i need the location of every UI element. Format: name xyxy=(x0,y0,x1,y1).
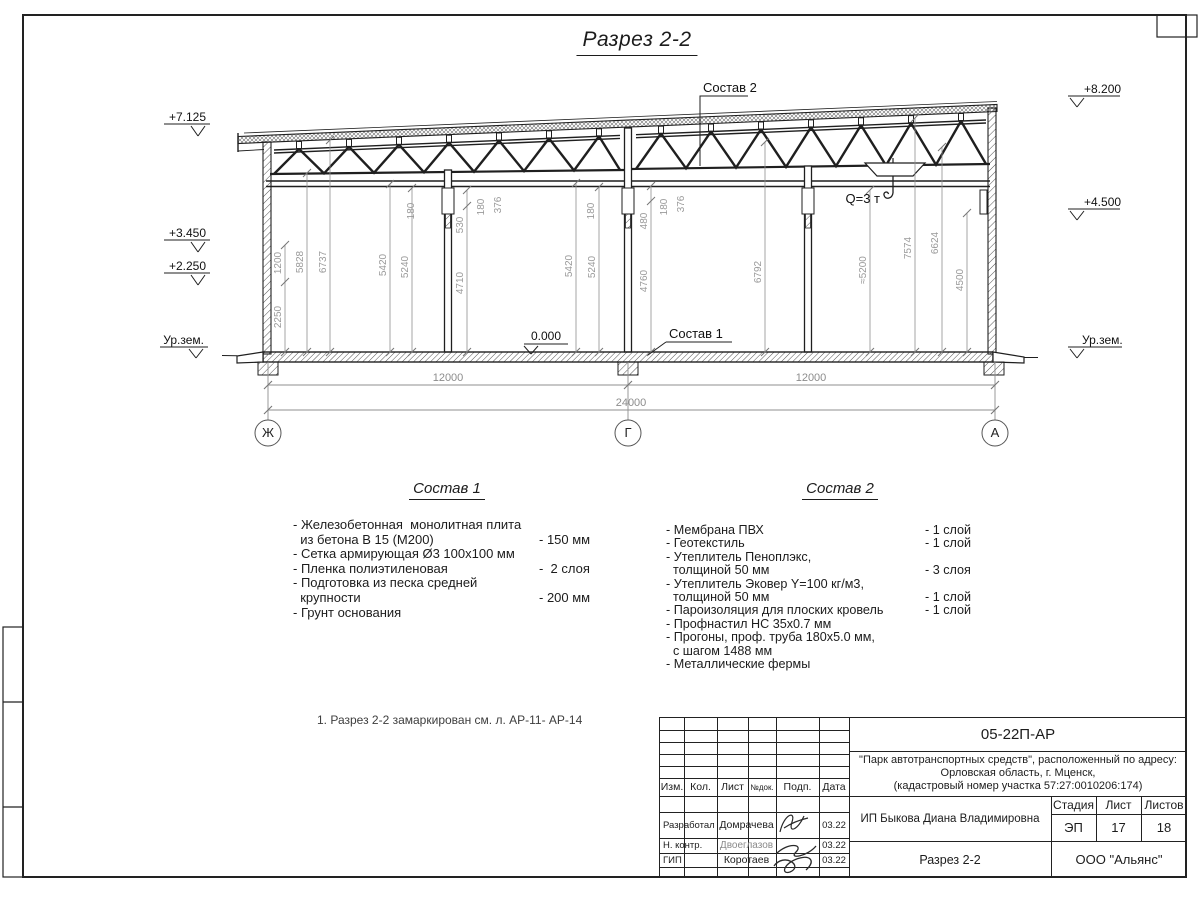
tb-sheets-header: Листов xyxy=(1144,798,1184,812)
dim-v: 5240 xyxy=(400,255,411,279)
callout-comp2: Состав 2 xyxy=(703,80,757,95)
tb-role-gip: ГИП xyxy=(663,854,682,866)
tb-name-gip: Коротаев xyxy=(723,854,770,866)
elev-left-ground: Ур.зем. xyxy=(163,333,204,347)
dim-v: 5420 xyxy=(564,254,575,278)
list-item xyxy=(666,645,1014,658)
item-text: толщиной 50 мм xyxy=(666,590,770,605)
item-value: - 1 слой xyxy=(925,536,972,551)
tb-project-line3: (кадастровый номер участка 57:27:0010206:174) xyxy=(893,780,1143,792)
elev-right-mid: +4.500 xyxy=(1084,195,1122,209)
dim-bay1-span: 12000 xyxy=(432,372,464,384)
item-text: - Пленка полиэтиленовая xyxy=(293,560,448,576)
tb-sheets-value: 18 xyxy=(1156,820,1172,835)
tb-col-podp: Подп. xyxy=(783,781,812,793)
floor-slab xyxy=(222,352,1038,375)
list-item xyxy=(293,591,601,606)
tb-col-kol: Кол. xyxy=(690,781,711,793)
comp2-title xyxy=(666,480,1014,497)
list-item xyxy=(293,547,601,562)
list-item xyxy=(666,658,1014,671)
item-value: - 200 мм xyxy=(539,589,591,605)
list-item xyxy=(293,606,601,621)
dim-v: 480 xyxy=(639,212,650,230)
dim-v: 6737 xyxy=(318,250,329,274)
tb-col-list: Лист xyxy=(721,781,744,793)
tb-company: ООО "Альянс" xyxy=(1075,852,1163,867)
elev-right-ground: Ур.зем. xyxy=(1082,333,1123,347)
comp1-title xyxy=(293,480,601,497)
tb-stage-header: Стадия xyxy=(1053,798,1094,812)
dim-v: 7574 xyxy=(903,236,914,260)
elev-left-roof: +7.125 xyxy=(168,110,206,124)
dim-v: 6792 xyxy=(753,260,764,284)
axis-bubble-zh: Ж xyxy=(261,425,275,440)
tb-date-developer: 03.22 xyxy=(822,819,846,831)
item-text: - Утеплитель Пеноплэкс, xyxy=(666,549,812,564)
list-item xyxy=(666,591,1014,604)
elev-right-roof: +8.200 xyxy=(1084,82,1122,96)
dim-v: 5240 xyxy=(587,255,598,279)
item-value: - 1 слой xyxy=(925,590,972,605)
item-text: толщиной 50 мм xyxy=(666,563,770,578)
page-title: Разрез 2-2 xyxy=(576,28,697,56)
tb-document-code: 05-22П-АР xyxy=(980,726,1056,743)
dim-v: 4500 xyxy=(955,268,966,292)
axis-bubble-g: Г xyxy=(624,425,632,440)
tb-col-data: Дата xyxy=(822,781,846,793)
tb-stage-value: ЭП xyxy=(1064,820,1083,835)
list-item xyxy=(666,564,1014,577)
dim-v: ≈5200 xyxy=(858,256,869,284)
tb-sheet-header: Лист xyxy=(1105,798,1132,812)
item-text: из бетона В 15 (М200) xyxy=(293,531,434,547)
dim-v: 530 xyxy=(455,216,466,234)
elev-left-low: +2.250 xyxy=(168,259,206,273)
dim-v: 376 xyxy=(676,195,687,213)
composition-list-1 xyxy=(293,518,601,620)
item-text: - Мембрана ПВХ xyxy=(666,523,764,537)
item-value: - 1 слой xyxy=(925,603,972,618)
signatures xyxy=(772,802,822,878)
tb-sheet-title: Разрез 2-2 xyxy=(919,852,981,867)
list-item xyxy=(293,562,601,577)
tb-project-line2: Орловская область, г. Мценск, xyxy=(940,767,1096,779)
tb-role-developer: Разработал xyxy=(663,819,715,831)
item-value: - 2 слоя xyxy=(539,560,590,576)
list-item xyxy=(293,518,601,533)
item-text: - Геотекстиль xyxy=(666,536,745,551)
tb-name-ncontrol: Двоеглазов xyxy=(719,840,774,851)
tb-col-ndok: №док. xyxy=(750,782,774,792)
list-item xyxy=(666,537,1014,550)
crane-capacity-label: Q=3 т xyxy=(845,191,880,206)
elev-left-mid: +3.450 xyxy=(168,226,206,240)
list-item xyxy=(666,551,1014,564)
item-text: - Прогоны, проф. труба 180х5.0 мм, xyxy=(666,630,875,645)
item-value: - 3 слоя xyxy=(925,563,971,578)
item-text: - Профнастил НС 35х0.7 мм xyxy=(666,616,832,631)
title-block xyxy=(659,717,1186,877)
item-text: - Металлические фермы xyxy=(666,657,811,672)
comp1-title-text: Состав 1 xyxy=(409,480,485,500)
sheet-note: 1. Разрез 2-2 замаркирован см. л. АР-11- АР-14 xyxy=(317,713,583,727)
dim-v: 376 xyxy=(493,196,504,214)
tb-project-line1: "Парк автотранспортных средств", расположенный по адресу: xyxy=(859,754,1177,766)
dim-v: 4760 xyxy=(639,269,650,293)
dim-v: 180 xyxy=(406,202,417,220)
comp2-title-text: Состав 2 xyxy=(802,480,878,500)
item-text: - Утеплитель Эковер Y=100 кг/м3, xyxy=(666,576,864,591)
list-item xyxy=(293,533,601,548)
list-item xyxy=(666,604,1014,617)
tb-role-ncontrol: Н. контр. xyxy=(663,840,703,851)
tb-sheet-value: 17 xyxy=(1111,820,1126,835)
item-text: - Грунт основания xyxy=(293,604,402,620)
item-text: крупности xyxy=(293,589,361,605)
tb-date-gip: 03.22 xyxy=(822,854,846,866)
item-text: - Пароизоляция для плоских кровель xyxy=(666,603,884,618)
tb-project-name xyxy=(849,751,1187,796)
dim-v: 5828 xyxy=(295,250,306,274)
tb-name-developer: Домрачева xyxy=(719,819,774,831)
dim-bay2-span: 12000 xyxy=(795,372,827,384)
dim-v: 4710 xyxy=(455,271,466,295)
elev-zero: 0.000 xyxy=(530,329,562,343)
columns xyxy=(442,128,814,352)
item-value: - 150 мм xyxy=(539,531,591,547)
item-text: - Сетка армирующая Ø3 100х100 мм xyxy=(293,546,515,562)
item-text: - Железобетонная монолитная плита xyxy=(293,517,522,532)
dim-v: 180 xyxy=(586,202,597,220)
dim-v: 2250 xyxy=(273,305,284,329)
composition-list-2 xyxy=(666,524,1014,671)
dim-v: 180 xyxy=(659,198,670,216)
item-text: - Подготовка из песка средней xyxy=(293,575,478,591)
list-item xyxy=(666,578,1014,591)
dim-total-span: 24000 xyxy=(615,397,647,409)
list-item xyxy=(666,631,1014,644)
dim-v: 180 xyxy=(476,198,487,216)
list-item xyxy=(293,576,601,591)
dim-v: 5420 xyxy=(378,253,389,277)
callout-comp1: Состав 1 xyxy=(669,326,723,341)
tb-col-izm: Изм. xyxy=(660,781,684,793)
tb-client: ИП Быкова Диана Владимировна xyxy=(860,812,1040,825)
list-item xyxy=(666,524,1014,537)
dim-v: 6624 xyxy=(930,231,941,255)
tb-date-ncontrol: 03.22 xyxy=(822,840,846,851)
item-text: с шагом 1488 мм xyxy=(666,643,773,658)
list-item xyxy=(666,618,1014,631)
axis-bubble-a: А xyxy=(990,425,1000,440)
item-value: - 1 слой xyxy=(925,523,972,537)
dim-v: 1200 xyxy=(273,251,284,275)
